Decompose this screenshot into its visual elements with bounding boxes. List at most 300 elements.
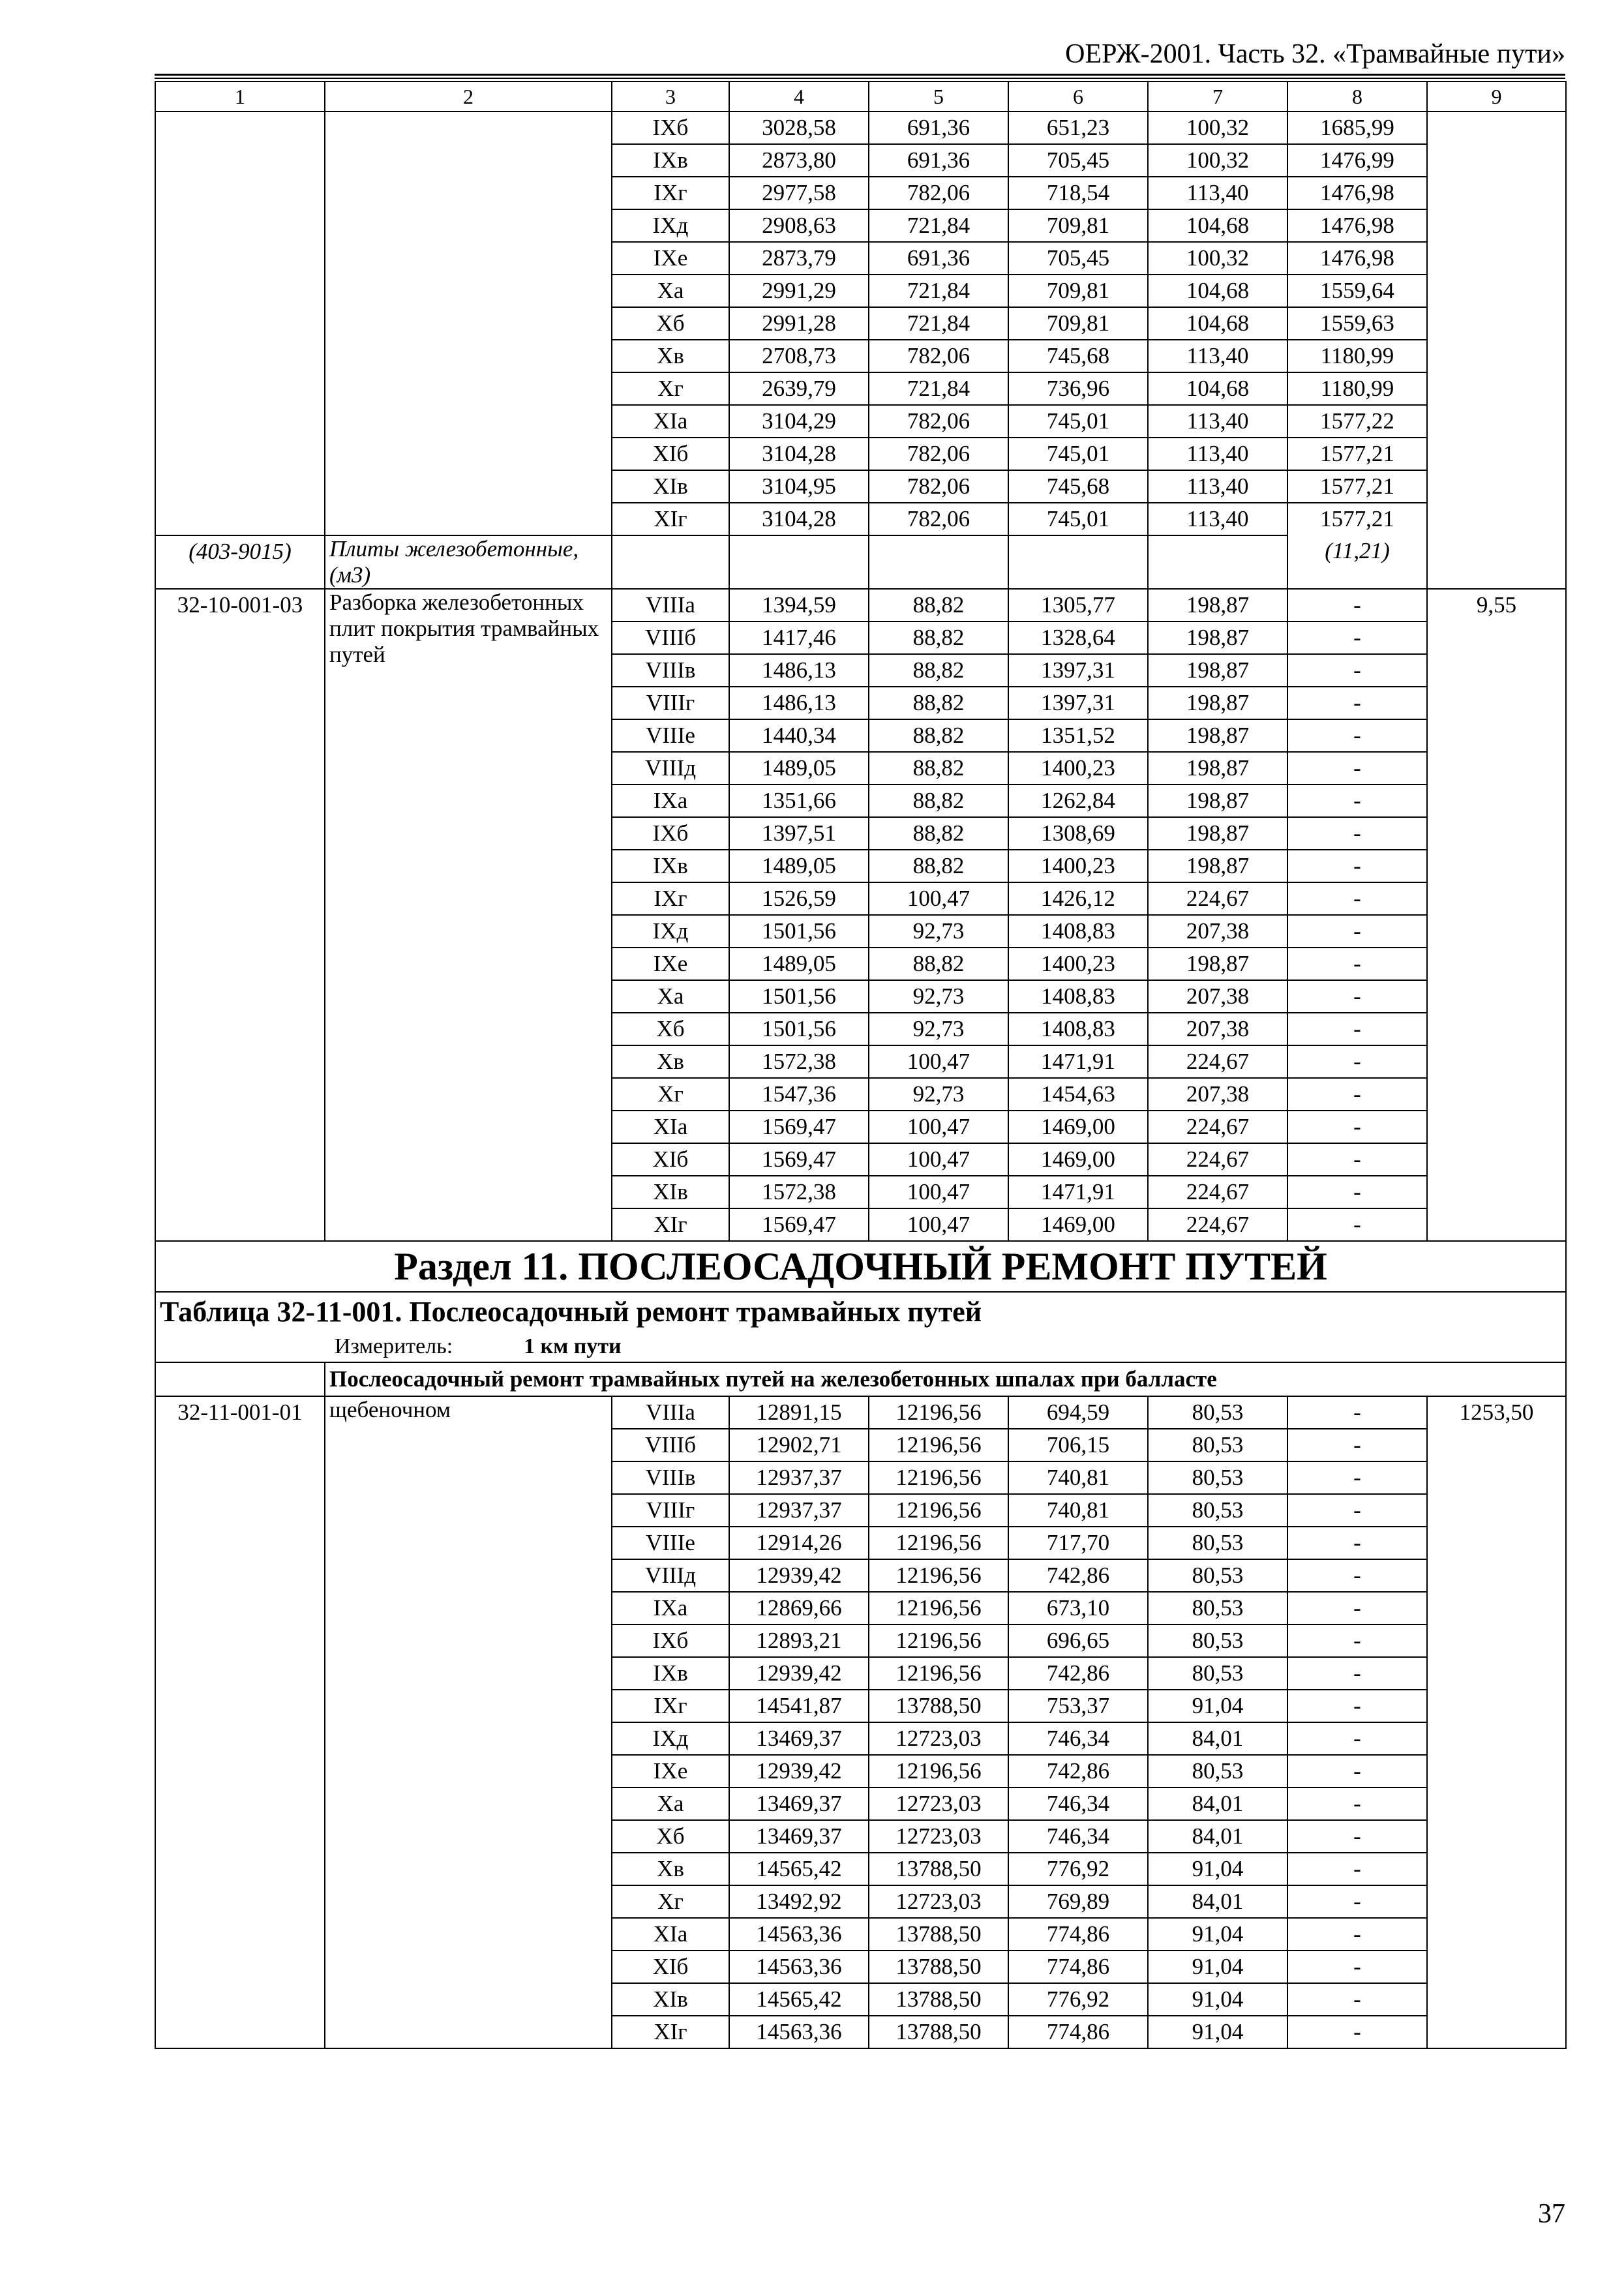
region-cell: IXд: [612, 209, 729, 242]
value-cell: -: [1287, 817, 1427, 850]
value-cell: 717,70: [1008, 1527, 1148, 1559]
value-cell: -: [1287, 915, 1427, 948]
value-cell: 100,47: [869, 1111, 1008, 1143]
region-cell: IXв: [612, 144, 729, 177]
value-cell: 1559,63: [1287, 307, 1427, 340]
value-cell: 12937,37: [729, 1494, 869, 1527]
empty-cell: [729, 535, 869, 589]
value-cell: 1426,12: [1008, 882, 1148, 915]
value-cell: 100,47: [869, 1208, 1008, 1241]
value-cell: -: [1287, 752, 1427, 785]
region-cell: IXб: [612, 817, 729, 850]
value-cell: 1400,23: [1008, 752, 1148, 785]
value-cell: 2977,58: [729, 177, 869, 209]
value-cell: 709,81: [1008, 307, 1148, 340]
value-cell: 12902,71: [729, 1429, 869, 1461]
value-cell: 774,86: [1008, 2016, 1148, 2048]
region-cell: Xб: [612, 1820, 729, 1853]
empty-cell: [1008, 535, 1148, 589]
value-cell: 12196,56: [869, 1657, 1008, 1690]
value-cell: 3104,29: [729, 405, 869, 438]
region-cell: VIIIа: [612, 589, 729, 621]
value-cell: 104,68: [1148, 275, 1287, 307]
price-table: [155, 81, 1567, 2049]
region-cell: XIб: [612, 1143, 729, 1176]
value-cell: 92,73: [869, 1013, 1008, 1045]
value-cell: 745,68: [1008, 340, 1148, 372]
value-cell: -: [1287, 1494, 1427, 1527]
value-cell: 12893,21: [729, 1624, 869, 1657]
value-cell: -: [1287, 1078, 1427, 1111]
value-cell: 88,82: [869, 752, 1008, 785]
value-cell: 1489,05: [729, 948, 869, 980]
value-cell: -: [1287, 589, 1427, 621]
code-cell: 32-10-001-03: [155, 589, 325, 1241]
region-cell: Xг: [612, 1885, 729, 1918]
description-cell: Разборка железобетонных плит покрытия трамвайных путей: [325, 589, 612, 1241]
region-cell: Xа: [612, 275, 729, 307]
value-cell: -: [1287, 785, 1427, 817]
value-cell: 745,01: [1008, 405, 1148, 438]
value-cell: 1328,64: [1008, 621, 1148, 654]
section-title: Раздел 11. ПОСЛЕОСАДОЧНЫЙ РЕМОНТ ПУТЕЙ: [155, 1241, 1566, 1292]
value-cell: -: [1287, 1624, 1427, 1657]
value-cell: 746,34: [1008, 1722, 1148, 1755]
value-cell: 113,40: [1148, 470, 1287, 503]
value-cell: 1308,69: [1008, 817, 1148, 850]
value-cell: 742,86: [1008, 1559, 1148, 1592]
value-cell: 198,87: [1148, 621, 1287, 654]
value-cell: 13788,50: [869, 1983, 1008, 2016]
value-cell: 12869,66: [729, 1592, 869, 1624]
value-cell: 696,65: [1008, 1624, 1148, 1657]
value-cell: 1471,91: [1008, 1045, 1148, 1078]
value-cell: 1577,22: [1287, 405, 1427, 438]
resource-description: Плиты железобетонные, (м3): [325, 535, 612, 589]
table-row: [155, 112, 1566, 144]
region-cell: IXб: [612, 1624, 729, 1657]
resource-code: (403-9015): [155, 535, 325, 589]
value-cell: 113,40: [1148, 438, 1287, 470]
value-cell: 88,82: [869, 817, 1008, 850]
value-cell: 1486,13: [729, 687, 869, 719]
value-cell: -: [1287, 1176, 1427, 1208]
value-cell: 1577,21: [1287, 503, 1427, 535]
region-cell: VIIIв: [612, 654, 729, 687]
value-cell: 100,32: [1148, 242, 1287, 275]
value-cell: 776,92: [1008, 1853, 1148, 1885]
region-cell: XIа: [612, 405, 729, 438]
value-cell: 694,59: [1008, 1396, 1148, 1429]
value-cell: 745,01: [1008, 438, 1148, 470]
region-cell: XIа: [612, 1918, 729, 1951]
region-cell: XIв: [612, 1176, 729, 1208]
region-cell: IXд: [612, 915, 729, 948]
value-cell: 14541,87: [729, 1690, 869, 1722]
value-cell: 742,86: [1008, 1755, 1148, 1788]
value-cell: 673,10: [1008, 1592, 1148, 1624]
value-cell: 13788,50: [869, 1951, 1008, 1983]
region-cell: Xа: [612, 980, 729, 1013]
value-cell: 224,67: [1148, 882, 1287, 915]
value-cell: 207,38: [1148, 1078, 1287, 1111]
value-cell: 1572,38: [729, 1176, 869, 1208]
region-cell: VIIIв: [612, 1461, 729, 1494]
region-cell: IXг: [612, 882, 729, 915]
value-cell: 91,04: [1148, 1690, 1287, 1722]
value-cell: 80,53: [1148, 1592, 1287, 1624]
value-cell: 776,92: [1008, 1983, 1148, 2016]
value-cell: 84,01: [1148, 1788, 1287, 1820]
value-cell: 14565,42: [729, 1983, 869, 2016]
value-cell: 1408,83: [1008, 915, 1148, 948]
value-cell: 224,67: [1148, 1208, 1287, 1241]
value-cell: 80,53: [1148, 1657, 1287, 1690]
value-cell: 782,06: [869, 470, 1008, 503]
measure-cell: [155, 1332, 1566, 1362]
column-number: 6: [1008, 82, 1148, 112]
value-cell: 14565,42: [729, 1853, 869, 1885]
value-cell: 1469,00: [1008, 1208, 1148, 1241]
region-cell: Xв: [612, 340, 729, 372]
value-cell: 1489,05: [729, 752, 869, 785]
value-cell: 198,87: [1148, 817, 1287, 850]
value-cell: 1526,59: [729, 882, 869, 915]
region-cell: VIIIг: [612, 1494, 729, 1527]
value-cell: -: [1287, 1592, 1427, 1624]
value-cell: 91,04: [1148, 1983, 1287, 2016]
value-cell: 100,47: [869, 1143, 1008, 1176]
value-cell: -: [1287, 654, 1427, 687]
value-cell: 14563,36: [729, 1918, 869, 1951]
value-cell: 12196,56: [869, 1559, 1008, 1592]
value-cell: 207,38: [1148, 1013, 1287, 1045]
value-cell: 12196,56: [869, 1429, 1008, 1461]
value-cell: 1408,83: [1008, 1013, 1148, 1045]
value-cell: 14563,36: [729, 1951, 869, 1983]
region-cell: IXа: [612, 1592, 729, 1624]
value-cell: 1572,38: [729, 1045, 869, 1078]
value-cell: 3104,28: [729, 503, 869, 535]
region-cell: IXв: [612, 850, 729, 882]
value-cell: -: [1287, 850, 1427, 882]
table-row: [155, 589, 1566, 621]
value-cell: -: [1287, 1143, 1427, 1176]
value-cell: -: [1287, 621, 1427, 654]
region-cell: XIв: [612, 1983, 729, 2016]
value-cell: 1351,52: [1008, 719, 1148, 752]
region-cell: VIIIб: [612, 1429, 729, 1461]
empty-cell: [869, 535, 1008, 589]
value-cell: 1476,99: [1287, 144, 1427, 177]
page-number: 37: [1538, 2199, 1565, 2229]
description-cell: щебеночном: [325, 1396, 612, 2048]
value-cell: 3104,28: [729, 438, 869, 470]
value-cell: 705,45: [1008, 144, 1148, 177]
value-cell: 745,01: [1008, 503, 1148, 535]
value-cell: 113,40: [1148, 177, 1287, 209]
value-cell: 92,73: [869, 915, 1008, 948]
value-cell: 1454,63: [1008, 1078, 1148, 1111]
value-cell: 12196,56: [869, 1494, 1008, 1527]
value-cell: 691,36: [869, 112, 1008, 144]
value-cell: -: [1287, 1111, 1427, 1143]
value-cell: 198,87: [1148, 589, 1287, 621]
region-cell: Xв: [612, 1045, 729, 1078]
value-cell: 100,47: [869, 1045, 1008, 1078]
value-cell: 1471,91: [1008, 1176, 1148, 1208]
value-cell: 2991,29: [729, 275, 869, 307]
value-cell: 198,87: [1148, 948, 1287, 980]
value-cell: -: [1287, 980, 1427, 1013]
region-cell: Xб: [612, 1013, 729, 1045]
value-cell: 1262,84: [1008, 785, 1148, 817]
value-cell: 1400,23: [1008, 850, 1148, 882]
value-cell: 224,67: [1148, 1143, 1287, 1176]
value-cell: 721,84: [869, 307, 1008, 340]
code-cell: [155, 112, 325, 535]
value-cell: 1180,99: [1287, 340, 1427, 372]
value-cell: 1685,99: [1287, 112, 1427, 144]
value-cell: 774,86: [1008, 1918, 1148, 1951]
value-cell: 1569,47: [729, 1111, 869, 1143]
value-cell: 100,47: [869, 1176, 1008, 1208]
value-cell: 12891,15: [729, 1396, 869, 1429]
value-cell: 88,82: [869, 589, 1008, 621]
value-cell: 1559,64: [1287, 275, 1427, 307]
value-cell: 2908,63: [729, 209, 869, 242]
value-cell: -: [1287, 1951, 1427, 1983]
value-cell: 782,06: [869, 405, 1008, 438]
value-cell: 2873,80: [729, 144, 869, 177]
region-cell: IXд: [612, 1722, 729, 1755]
region-cell: VIIIд: [612, 752, 729, 785]
column-number-row: [155, 82, 1566, 112]
value-cell: 104,68: [1148, 307, 1287, 340]
region-cell: VIIIд: [612, 1559, 729, 1592]
value-cell: 691,36: [869, 242, 1008, 275]
value-cell: 1501,56: [729, 980, 869, 1013]
region-cell: IXг: [612, 1690, 729, 1722]
value-cell: 3104,95: [729, 470, 869, 503]
value-cell: 198,87: [1148, 687, 1287, 719]
value-cell: 1417,46: [729, 621, 869, 654]
value-cell: 113,40: [1148, 405, 1287, 438]
value-cell: 113,40: [1148, 340, 1287, 372]
value-cell: -: [1287, 1013, 1427, 1045]
value-cell: 88,82: [869, 687, 1008, 719]
value-cell: 740,81: [1008, 1461, 1148, 1494]
value-cell: 224,67: [1148, 1111, 1287, 1143]
value-cell: 1501,56: [729, 915, 869, 948]
value-cell: 1469,00: [1008, 1111, 1148, 1143]
value-cell: -: [1287, 1396, 1427, 1429]
spacer-cell: [155, 1362, 325, 1396]
region-cell: XIг: [612, 503, 729, 535]
region-cell: IXе: [612, 948, 729, 980]
value-cell: 1577,21: [1287, 470, 1427, 503]
table-body: [155, 82, 1566, 2048]
value-cell: 104,68: [1148, 209, 1287, 242]
value-cell: 12196,56: [869, 1592, 1008, 1624]
value-cell: 104,68: [1148, 372, 1287, 405]
value-cell: 12723,03: [869, 1722, 1008, 1755]
value-cell: 709,81: [1008, 275, 1148, 307]
value-cell: 705,45: [1008, 242, 1148, 275]
subheading: Послеосадочный ремонт трамвайных путей на железобетонных шпалах при балласте: [325, 1362, 1566, 1396]
value-cell: 12196,56: [869, 1755, 1008, 1788]
region-cell: IXа: [612, 785, 729, 817]
col9-cell: 9,55: [1427, 589, 1566, 1241]
col9-cell: 1253,50: [1427, 1396, 1566, 2048]
code-cell: 32-11-001-01: [155, 1396, 325, 2048]
value-cell: 13788,50: [869, 1690, 1008, 1722]
value-cell: 1351,66: [729, 785, 869, 817]
value-cell: 12939,42: [729, 1755, 869, 1788]
value-cell: 14563,36: [729, 2016, 869, 2048]
region-cell: XIв: [612, 470, 729, 503]
value-cell: 92,73: [869, 1078, 1008, 1111]
value-cell: 88,82: [869, 621, 1008, 654]
region-cell: XIб: [612, 1951, 729, 1983]
running-header: ОЕРЖ-2001. Часть 32. «Трамвайные пути»: [1065, 39, 1565, 69]
value-cell: 84,01: [1148, 1885, 1287, 1918]
region-cell: Xг: [612, 372, 729, 405]
value-cell: 113,40: [1148, 503, 1287, 535]
value-cell: -: [1287, 2016, 1427, 2048]
value-cell: -: [1287, 882, 1427, 915]
value-cell: 1400,23: [1008, 948, 1148, 980]
value-cell: 782,06: [869, 340, 1008, 372]
column-number: 8: [1287, 82, 1427, 112]
value-cell: 224,67: [1148, 1176, 1287, 1208]
column-number: 5: [869, 82, 1008, 112]
value-cell: 13788,50: [869, 1853, 1008, 1885]
value-cell: -: [1287, 1657, 1427, 1690]
material-value: (11,21): [1287, 535, 1427, 589]
subheading-row: [155, 1362, 1566, 1396]
empty-cell: [612, 535, 729, 589]
value-cell: 1476,98: [1287, 177, 1427, 209]
section-row: [155, 1241, 1566, 1292]
region-cell: XIг: [612, 2016, 729, 2048]
value-cell: 1569,47: [729, 1208, 869, 1241]
value-cell: -: [1287, 1527, 1427, 1559]
region-cell: XIб: [612, 438, 729, 470]
measure-value: 1 км пути: [524, 1334, 622, 1358]
value-cell: 12914,26: [729, 1527, 869, 1559]
value-cell: -: [1287, 1918, 1427, 1951]
column-number: 7: [1148, 82, 1287, 112]
value-cell: 782,06: [869, 177, 1008, 209]
region-cell: XIг: [612, 1208, 729, 1241]
value-cell: 12939,42: [729, 1559, 869, 1592]
value-cell: 2708,73: [729, 340, 869, 372]
value-cell: 88,82: [869, 785, 1008, 817]
value-cell: 1547,36: [729, 1078, 869, 1111]
value-cell: 1305,77: [1008, 589, 1148, 621]
value-cell: 91,04: [1148, 1918, 1287, 1951]
value-cell: 742,86: [1008, 1657, 1148, 1690]
value-cell: 740,81: [1008, 1494, 1148, 1527]
value-cell: -: [1287, 1983, 1427, 2016]
region-cell: Xв: [612, 1853, 729, 1885]
value-cell: 12723,03: [869, 1788, 1008, 1820]
value-cell: 2873,79: [729, 242, 869, 275]
column-number: 2: [325, 82, 612, 112]
value-cell: 774,86: [1008, 1951, 1148, 1983]
value-cell: 769,89: [1008, 1885, 1148, 1918]
value-cell: 721,84: [869, 372, 1008, 405]
value-cell: 1394,59: [729, 589, 869, 621]
value-cell: 198,87: [1148, 850, 1287, 882]
value-cell: -: [1287, 1208, 1427, 1241]
value-cell: 12937,37: [729, 1461, 869, 1494]
value-cell: 88,82: [869, 850, 1008, 882]
value-cell: 736,96: [1008, 372, 1148, 405]
region-cell: VIIIг: [612, 687, 729, 719]
value-cell: 100,47: [869, 882, 1008, 915]
value-cell: -: [1287, 1788, 1427, 1820]
value-cell: 1476,98: [1287, 209, 1427, 242]
region-cell: Xб: [612, 307, 729, 340]
value-cell: 721,84: [869, 209, 1008, 242]
value-cell: 1397,31: [1008, 687, 1148, 719]
value-cell: 1577,21: [1287, 438, 1427, 470]
value-cell: 100,32: [1148, 112, 1287, 144]
description-cell: [325, 112, 612, 535]
value-cell: 651,23: [1008, 112, 1148, 144]
value-cell: 691,36: [869, 144, 1008, 177]
value-cell: 782,06: [869, 438, 1008, 470]
value-cell: 2991,28: [729, 307, 869, 340]
value-cell: 13469,37: [729, 1788, 869, 1820]
value-cell: 745,68: [1008, 470, 1148, 503]
value-cell: 207,38: [1148, 915, 1287, 948]
value-cell: -: [1287, 1853, 1427, 1885]
value-cell: -: [1287, 1559, 1427, 1592]
column-number: 4: [729, 82, 869, 112]
value-cell: 12196,56: [869, 1624, 1008, 1657]
region-cell: XIа: [612, 1111, 729, 1143]
value-cell: 1469,00: [1008, 1143, 1148, 1176]
table-title-row: [155, 1292, 1566, 1332]
value-cell: 709,81: [1008, 209, 1148, 242]
value-cell: 1440,34: [729, 719, 869, 752]
region-cell: VIIIе: [612, 719, 729, 752]
header-rule-thin: [155, 78, 1565, 79]
value-cell: 12939,42: [729, 1657, 869, 1690]
value-cell: 1397,51: [729, 817, 869, 850]
value-cell: -: [1287, 1429, 1427, 1461]
value-cell: 12723,03: [869, 1885, 1008, 1918]
value-cell: 13469,37: [729, 1722, 869, 1755]
region-cell: IXг: [612, 177, 729, 209]
header-rule: [155, 74, 1565, 76]
region-cell: VIIIе: [612, 1527, 729, 1559]
value-cell: 12196,56: [869, 1461, 1008, 1494]
value-cell: 1397,31: [1008, 654, 1148, 687]
value-cell: 718,54: [1008, 177, 1148, 209]
value-cell: -: [1287, 719, 1427, 752]
value-cell: 1476,98: [1287, 242, 1427, 275]
value-cell: 706,15: [1008, 1429, 1148, 1461]
value-cell: 198,87: [1148, 785, 1287, 817]
column-number: 9: [1427, 82, 1566, 112]
value-cell: 92,73: [869, 980, 1008, 1013]
value-cell: 198,87: [1148, 752, 1287, 785]
value-cell: 91,04: [1148, 2016, 1287, 2048]
